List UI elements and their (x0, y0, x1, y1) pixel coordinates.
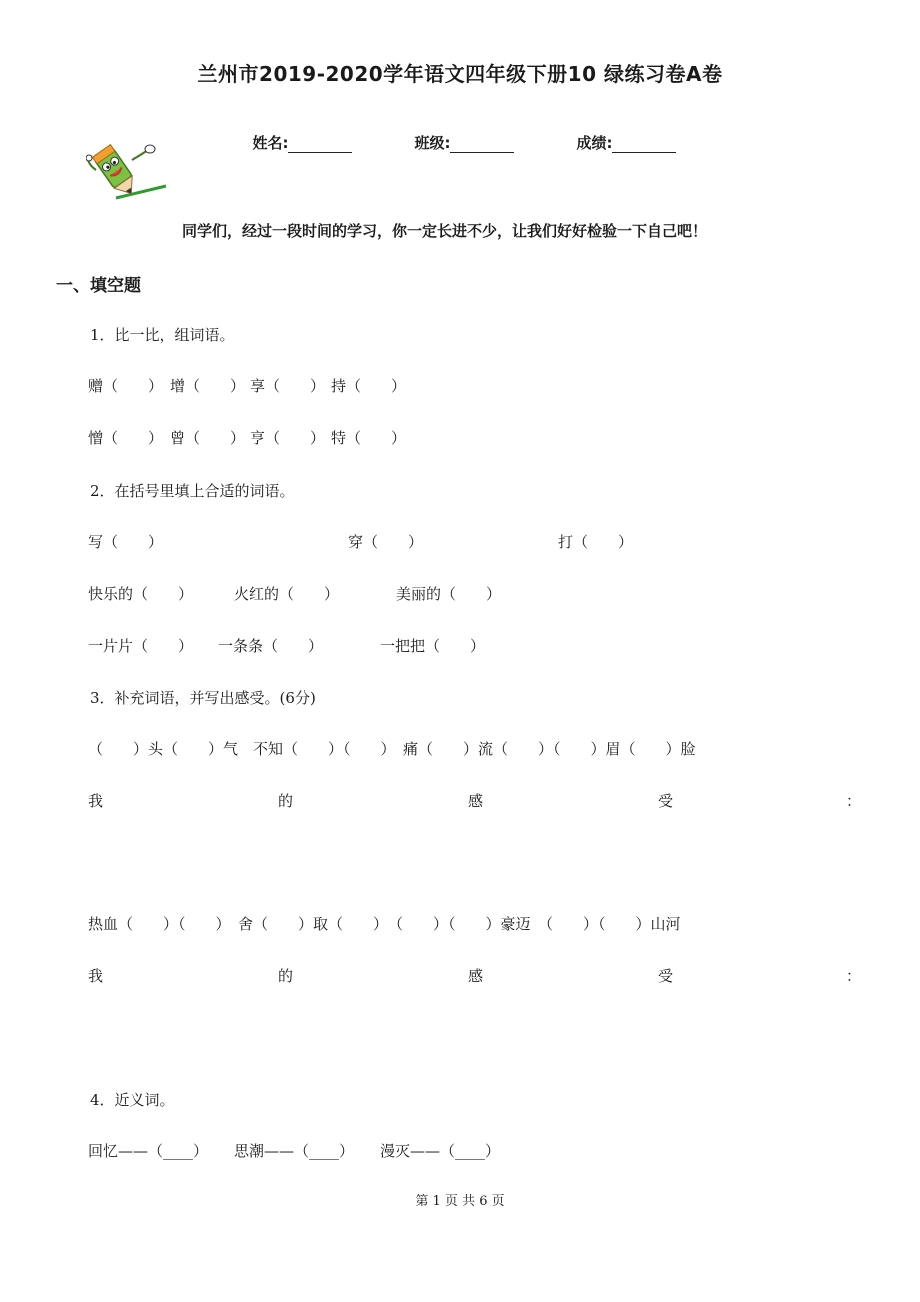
section-title: 一、填空题 (56, 276, 141, 296)
q3-feel-char: 的 (278, 967, 294, 985)
q3-feel-char: 我 (88, 967, 104, 985)
q2-row2-item[interactable]: 快乐的（ ） (88, 585, 194, 603)
q1-row1-item[interactable]: 赠（ ） (88, 377, 164, 395)
q3-feel-char: 感 (468, 792, 484, 810)
q3-feel-char: ： (846, 967, 862, 985)
name-field[interactable] (242, 114, 352, 153)
question-2-prompt: 2．在括号里填上合适的词语。 (90, 482, 295, 500)
page-title: 兰州市2019-2020学年语文四年级下册10 绿练习卷A卷 (197, 62, 723, 86)
q1-row2-item[interactable]: 憎（ ） (88, 429, 164, 447)
question-4-prompt: 4．近义词。 (90, 1091, 175, 1109)
question-1-prompt: 1．比一比，组词语。 (90, 326, 235, 344)
q3-feel-char: 受 (658, 792, 674, 810)
q1-row1-item[interactable]: 增（ ） (170, 377, 246, 395)
q1-row2-item[interactable]: 特（ ） (331, 429, 407, 447)
class-label: 班级: (414, 134, 451, 152)
class-field[interactable] (404, 114, 514, 153)
class-blank[interactable] (450, 136, 514, 153)
pencil-mascot-icon (86, 140, 168, 202)
q2-row3-item[interactable]: 一条条（ ） (218, 637, 324, 655)
score-label: 成绩: (576, 134, 613, 152)
q1-row2-item[interactable]: 曾（ ） (170, 429, 246, 447)
q2-row3-item[interactable]: 一把把（ ） (380, 637, 486, 655)
q4-item[interactable]: 回忆——（____） (88, 1142, 209, 1160)
page-footer: 第 1 页 共 6 页 (415, 1194, 505, 1209)
q3-idiom-row1[interactable]: （ ）头（ ）气 不知（ ）（ ） 痛（ ）流（ ）（ ）眉（ ）脸 (88, 740, 696, 758)
q4-item[interactable]: 漫灭——（____） (380, 1142, 501, 1160)
q2-row1-item[interactable]: 穿（ ） (348, 533, 424, 551)
name-blank[interactable] (288, 136, 352, 153)
q3-feel-char: 感 (468, 967, 484, 985)
q4-item[interactable]: 思潮——（____） (234, 1142, 355, 1160)
q2-row2-item[interactable]: 火红的（ ） (234, 585, 340, 603)
name-label: 姓名: (252, 134, 289, 152)
q1-row1-item[interactable]: 持（ ） (331, 377, 407, 395)
greeting-text: 同学们，经过一段时间的学习，你一定长进不少，让我们好好检验一下自己吧！ (182, 222, 708, 240)
q2-row1-item[interactable]: 写（ ） (88, 533, 164, 551)
q3-feel-char: 受 (658, 967, 674, 985)
q2-row1-item[interactable]: 打（ ） (558, 533, 634, 551)
q1-row1-item[interactable]: 享（ ） (250, 377, 326, 395)
q3-feel-char: 我 (88, 792, 104, 810)
q2-row2-item[interactable]: 美丽的（ ） (396, 585, 502, 603)
q1-row2-item[interactable]: 亨（ ） (250, 429, 326, 447)
q2-row3-item[interactable]: 一片片（ ） (88, 637, 194, 655)
q3-idiom-row2[interactable]: 热血（ ）（ ） 舍（ ）取（ ） （ ）（ ）豪迈 （ ）（ ）山河 (88, 915, 681, 933)
q3-feel-char: 的 (278, 792, 294, 810)
question-3-prompt: 3．补充词语，并写出感受。(6分) (90, 689, 316, 707)
score-field[interactable] (566, 114, 676, 153)
q3-feel-char: ： (846, 792, 862, 810)
score-blank[interactable] (612, 136, 676, 153)
